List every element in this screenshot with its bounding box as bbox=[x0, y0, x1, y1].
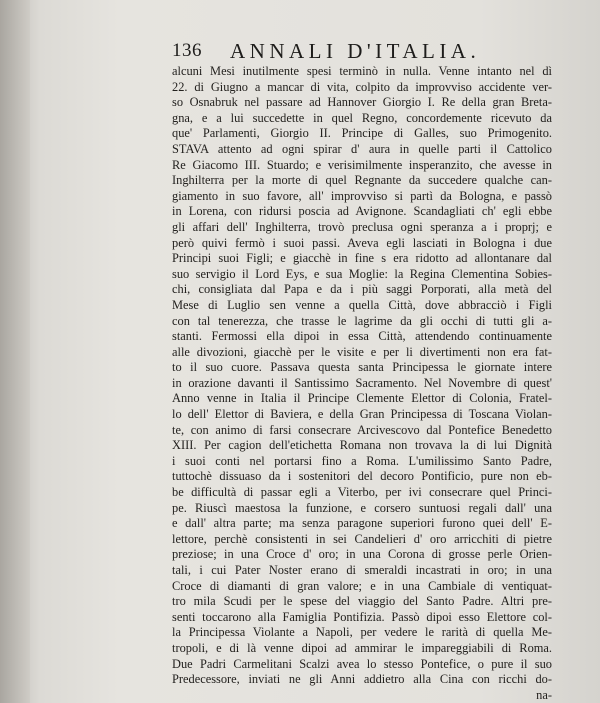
text-line: 22. di Giugno a mancar di vita, colpito da improvviso accidente ver- bbox=[172, 79, 552, 94]
text-line: con tal tenerezza, che trasse le lagrime da gli occhi di tutti gli a- bbox=[172, 313, 552, 328]
text-line: XIII. Per cagion dell'etichetta Romana non trovava la di lui Dignità bbox=[172, 438, 552, 453]
text-line: tro mila Scudi per le spese del viaggio del Santo Padre. Altri pre- bbox=[172, 594, 552, 609]
text-line: Mese di Luglio sen venne a quella Città, dove abbracciò i Figli bbox=[172, 297, 552, 312]
text-line: senti toccarono alla Famiglia Pontifizia. Passò dipoi esso Elettore col- bbox=[172, 609, 552, 624]
text-line: e dall' altra parte; ma senza paragone superiori furono quei dell' E- bbox=[172, 516, 552, 531]
text-line: però quivi fermò i suoi passi. Aveva egli lasciati in Bologna i due bbox=[172, 235, 552, 250]
text-line: gna, e a lui succedette in quel Regno, concordemente ricevuto da bbox=[172, 110, 552, 125]
text-line: gli affari dell' Inghilterra, trovò preclusa ogni speranza a i proprj; e bbox=[172, 219, 552, 234]
text-line: Predecessore, inviati ne gli Anni addietro alla Cina con ricchi do- bbox=[172, 672, 552, 687]
text-line: tali, i cui Pater Noster erano di smeraldi incastrati in oro; in una bbox=[172, 563, 552, 577]
text-line: i suoi conti nel portarsi fino a Roma. L'umilissimo Santo Padre, bbox=[172, 453, 552, 468]
text-line: tuttochè dissuaso da i sostenitori del decoro Pontificio, pure non eb- bbox=[172, 469, 552, 484]
text-line: lo dell' Elettor di Baviera, e della Gran Principessa di Toscana Violan- bbox=[172, 407, 552, 422]
text-line: la Principessa Violante a Napoli, per vedere le rarità di quella Me- bbox=[172, 625, 552, 640]
text-line: pe. Riuscì maestosa la funzione, e corsero suntuosi regali dall' una bbox=[172, 500, 552, 515]
page-header bbox=[172, 40, 502, 66]
text-line: to il suo cuore. Passava questa santa Principessa le giornate intere bbox=[172, 360, 552, 375]
text-line: stanti. Fermossi ella dipoi in essa Città, attendendo continuamente bbox=[172, 329, 552, 344]
text-line: STAVA attento ad ogni spirar d' aura in quelle parti il Cattolico bbox=[172, 141, 552, 156]
body-text bbox=[172, 64, 552, 703]
text-line: Principi suoi Figli; e giacchè in fine s era ridotto ad allontanare dal bbox=[172, 251, 552, 266]
text-line: so Osnabruk nel passare ad Hannover Giorgio I. Re della gran Breta- bbox=[172, 95, 552, 110]
text-line: be difficultà di passar egli a Viterbo, per ivi consecrare quel Princi- bbox=[172, 485, 552, 500]
page-gutter bbox=[0, 0, 30, 703]
text-line: Re Giacomo III. Stuardo; e verisimilmente insperanzito, che avesse in bbox=[172, 157, 552, 172]
text-line: Anno venne in Italia il Principe Clemente Elettor di Colonia, Fratel- bbox=[172, 391, 552, 406]
text-line: chi, consigliata dal Papa e da i più saggi Porporati, alla metà del bbox=[172, 282, 552, 297]
text-line: Inghilterra per la morte di quel Regnante da succedere qualche can- bbox=[172, 173, 552, 188]
text-line: alcuni Mesi inutilmente spesi terminò in nulla. Venne intanto nel dì bbox=[172, 64, 552, 78]
catchword: na- bbox=[536, 687, 552, 702]
text-line: Due Padri Carmelitani Scalzi avea lo stesso Pontefice, o pure il suo bbox=[172, 656, 552, 671]
text-line: alle divozioni, giacchè per le visite e per li divertimenti non era fat- bbox=[172, 344, 552, 359]
page-number: 136 bbox=[172, 40, 202, 61]
running-title: ANNALI D'ITALIA. bbox=[230, 39, 481, 63]
text-line: Croce di diamanti di gran valore; e in una Cambiale di ventiquat- bbox=[172, 578, 552, 593]
text-line: giamento in suo favore, all' improvviso si partì da Bologna, e passò bbox=[172, 188, 552, 203]
text-line: in orazione davanti il Santissimo Sacramento. Nel Novembre di quest' bbox=[172, 375, 552, 390]
text-line: te, con animo di farsi consecrare Arcivescovo dal Pontefice Benedetto bbox=[172, 422, 552, 437]
text-line: que' Parlamenti, Giorgio II. Principe di Galles, suo Primogenito. bbox=[172, 126, 552, 141]
text-line: lettore, perchè consistenti in sei Candelieri d' oro arricchiti di pietre bbox=[172, 531, 552, 546]
text-line: tropoli, e di là venne dipoi ad ammirar le impareggiabili di Roma. bbox=[172, 640, 552, 655]
text-line: preziose; in una Croce d' oro; in una Corona di grosse perle Orien- bbox=[172, 547, 552, 562]
text-line: suo servigio il Lord Eys, e sua Moglie: la Regina Clementina Sobies- bbox=[172, 266, 552, 281]
text-line: in Lorena, con ridursi poscia ad Avignone. Scandagliati ch' egli ebbe bbox=[172, 204, 552, 219]
